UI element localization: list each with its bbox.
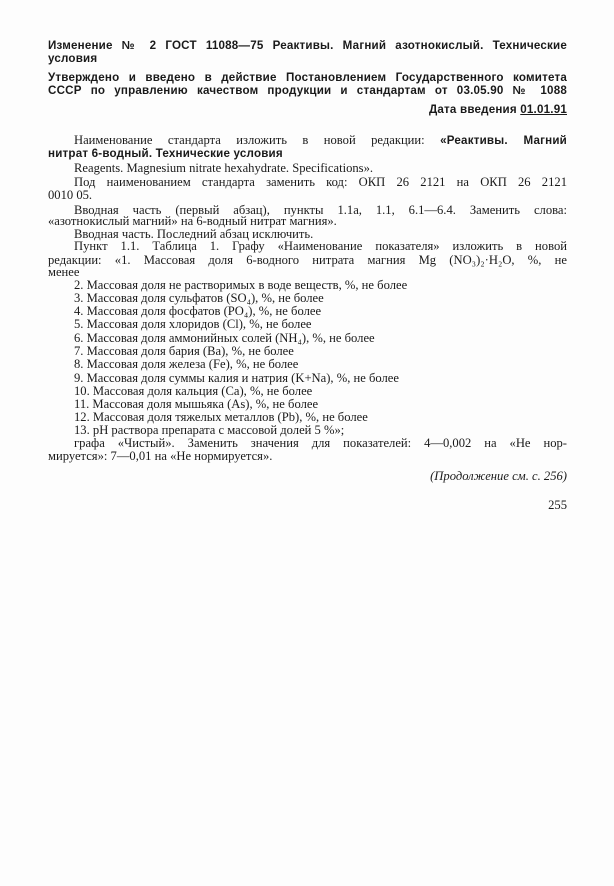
- paragraph-line: «азотнокислый магний» на 6-водный нитрат магния».: [48, 214, 337, 228]
- paragraph-line: [74, 134, 567, 147]
- english-title: Reagents. Magnesium nitrate hexahydrate. Specifications».: [74, 161, 374, 175]
- paragraph-line: редакции: «1. Массовая доля 6-водного нитрата магния Mg (NO₃)₂·H₂O, %, не: [48, 254, 567, 267]
- effective-date-label: Дата введения: [428, 103, 517, 116]
- paragraph-line: Вводная часть. Последний абзац исключить.: [74, 227, 314, 241]
- paragraph-line: 0010 05.: [48, 188, 93, 202]
- list-item: 4. Массовая доля фосфатов (PO₄), %, не более: [74, 304, 322, 318]
- list-item: 5. Массовая доля хлоридов (Cl), %, не более: [74, 317, 312, 331]
- paragraph-line: графа «Чистый». Заменить значения для показателей: 4—0,002 на «Не нор-: [74, 437, 567, 450]
- effective-date: [429, 103, 567, 116]
- list-item: 8. Массовая доля железа (Fe), %, не более: [74, 357, 299, 371]
- list-item: 9. Массовая доля суммы калия и натрия (K+Na), %, не более: [74, 371, 399, 385]
- approval-line-1: Утверждено и введено в действие Постановлением Государственного комитета: [48, 71, 567, 84]
- page-number: 255: [548, 498, 567, 512]
- list-item: 7. Массовая доля бария (Ba), %, не более: [74, 344, 294, 358]
- approval-line-2: СССР по управлению качеством продукции и стандартам от 03.05.90 № 1088: [48, 84, 567, 97]
- list-item: 13. pH раствора препарата с массовой долей 5 %»;: [74, 423, 345, 437]
- text-span: Наименование стандарта изложить в новой редакции:: [74, 134, 425, 147]
- new-title-bold: «Реактивы. Магний: [440, 134, 567, 147]
- list-item: 10. Массовая доля кальция (Ca), %, не более: [74, 384, 313, 398]
- amendment-title: Изменение № 2 ГОСТ 11088—75 Реактивы. Магний азотнокислый. Технические: [48, 39, 567, 52]
- paragraph-line: Пункт 1.1. Таблица 1. Графу «Наименование показателя» изложить в новой: [74, 240, 567, 253]
- list-item: 2. Массовая доля не растворимых в воде веществ, %, не более: [74, 278, 408, 292]
- new-title-cont: нитрат 6-водный. Технические условия: [48, 147, 283, 160]
- effective-date-value: 01.01.91: [520, 103, 567, 116]
- continuation-note: (Продолжение см. с. 256): [430, 469, 567, 483]
- paragraph-line: Вводная часть (первый абзац), пункты 1.1а, 1.1, 6.1—6.4. Заменить слова:: [74, 204, 567, 217]
- list-item: 3. Массовая доля сульфатов (SO₄), %, не более: [74, 291, 324, 305]
- paragraph-line: менее: [48, 265, 80, 279]
- list-item: 6. Массовая доля аммонийных солей (NH₄), %, не более: [74, 331, 375, 345]
- paragraph-line: мируется»: 7—0,01 на «Не нормируется».: [48, 449, 273, 463]
- list-item: 11. Массовая доля мышьяка (As), %, не более: [74, 397, 319, 411]
- list-item: 12. Массовая доля тяжелых металлов (Pb), %, не более: [74, 410, 368, 424]
- paragraph-line: Под наименованием стандарта заменить код: ОКП 26 2121 на ОКП 26 2121: [74, 176, 567, 189]
- amendment-title-cont: условия: [48, 52, 98, 65]
